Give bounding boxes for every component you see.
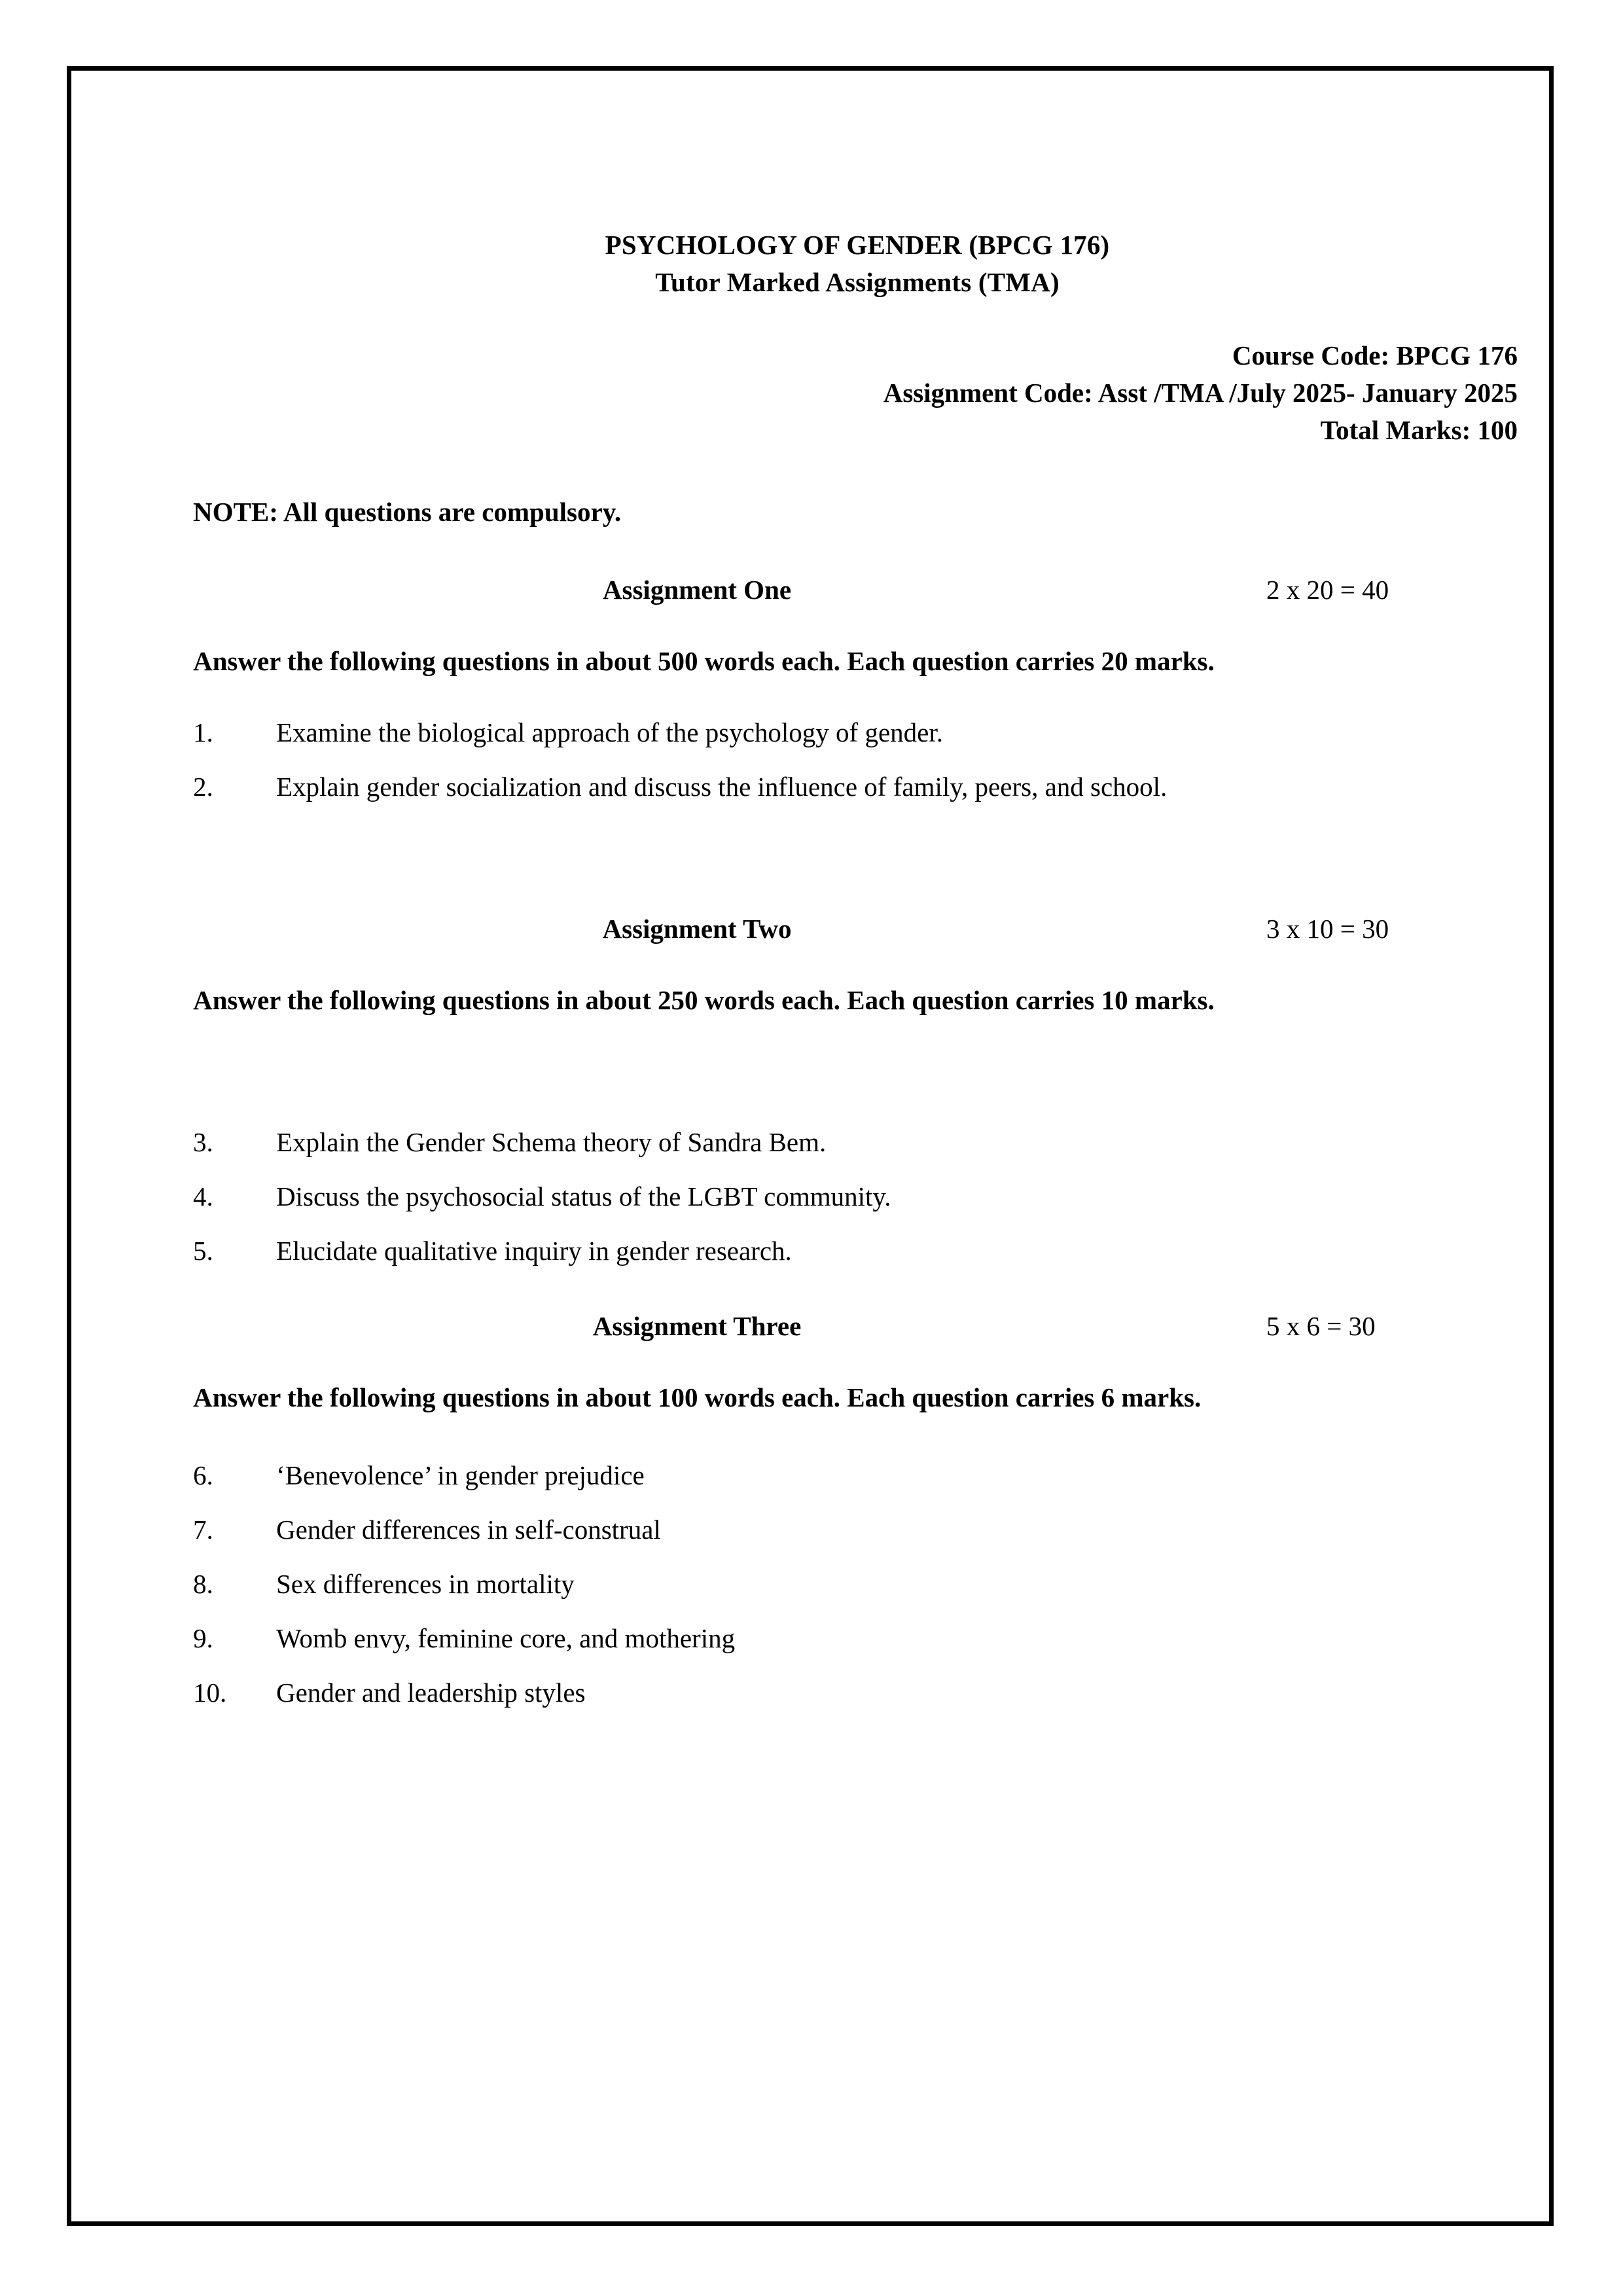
question-number: 2. <box>193 772 213 802</box>
question-text: Sex differences in mortality <box>276 1569 575 1599</box>
question-item <box>193 1566 1522 1603</box>
section-instruction-assignment-two: Answer the following questions in about 250 words each. Each question carries 10 marks. <box>193 985 1215 1015</box>
section-marks: 3 x 10 = 30 <box>1266 914 1389 944</box>
document-title-line-2: Tutor Marked Assignments (TMA) <box>655 267 1060 297</box>
document-title-line-1: PSYCHOLOGY OF GENDER (BPCG 176) <box>605 230 1110 260</box>
question-list-assignment-three <box>193 1457 1522 1712</box>
question-list-assignment-two <box>193 1124 1522 1270</box>
section-marks: 5 x 6 = 30 <box>1266 1311 1376 1341</box>
question-text: Gender differences in self-construal <box>276 1515 661 1545</box>
document-meta-block <box>193 337 1522 449</box>
document-page-frame <box>67 66 1554 2226</box>
document-content <box>193 71 1522 2221</box>
question-number: 1. <box>193 717 213 747</box>
note-text: NOTE: All questions are compulsory. <box>193 497 622 527</box>
question-item <box>193 1620 1522 1657</box>
question-text: Explain gender socialization and discuss the influence of family, peers, and school. <box>276 772 1168 802</box>
total-marks: Total Marks: 100 <box>1320 415 1518 445</box>
question-item <box>193 1511 1522 1549</box>
question-item <box>193 1457 1522 1494</box>
document-title-block <box>193 226 1522 301</box>
question-number: 3. <box>193 1127 213 1157</box>
question-number: 6. <box>193 1460 213 1490</box>
question-list-assignment-one <box>193 714 1522 806</box>
section-heading-assignment-two <box>193 910 1522 948</box>
question-number: 4. <box>193 1181 213 1211</box>
question-item <box>193 1232 1522 1270</box>
question-number: 8. <box>193 1569 213 1599</box>
question-item <box>193 1124 1522 1161</box>
question-item <box>193 1674 1522 1712</box>
section-marks: 2 x 20 = 40 <box>1266 575 1389 605</box>
course-code: Course Code: BPCG 176 <box>1232 340 1518 370</box>
section-heading-assignment-three <box>193 1308 1522 1345</box>
section-title: Assignment One <box>602 575 792 605</box>
question-number: 7. <box>193 1515 213 1545</box>
question-number: 10. <box>193 1677 227 1708</box>
question-item <box>193 768 1522 806</box>
question-text: Womb envy, feminine core, and mothering <box>276 1623 736 1653</box>
question-number: 9. <box>193 1623 213 1653</box>
assignment-code: Assignment Code: Asst /TMA /July 2025- January 2025 <box>883 378 1518 408</box>
question-number: 5. <box>193 1236 213 1266</box>
question-text: Gender and leadership styles <box>276 1677 586 1708</box>
section-title: Assignment Two <box>602 914 792 944</box>
section-instruction-assignment-one: Answer the following questions in about 500 words each. Each question carries 20 marks. <box>193 646 1215 676</box>
question-text: Examine the biological approach of the psychology of gender. <box>276 717 943 747</box>
question-text: Discuss the psychosocial status of the LGBT community. <box>276 1181 891 1211</box>
section-instruction-assignment-three: Answer the following questions in about 100 words each. Each question carries 6 marks. <box>193 1382 1202 1412</box>
question-item <box>193 714 1522 751</box>
question-text: Elucidate qualitative inquiry in gender research. <box>276 1236 792 1266</box>
question-text: Explain the Gender Schema theory of Sandra Bem. <box>276 1127 827 1157</box>
question-item <box>193 1178 1522 1215</box>
section-title: Assignment Three <box>592 1311 802 1341</box>
question-text: ‘Benevolence’ in gender prejudice <box>276 1460 645 1490</box>
section-heading-assignment-one <box>193 571 1522 609</box>
